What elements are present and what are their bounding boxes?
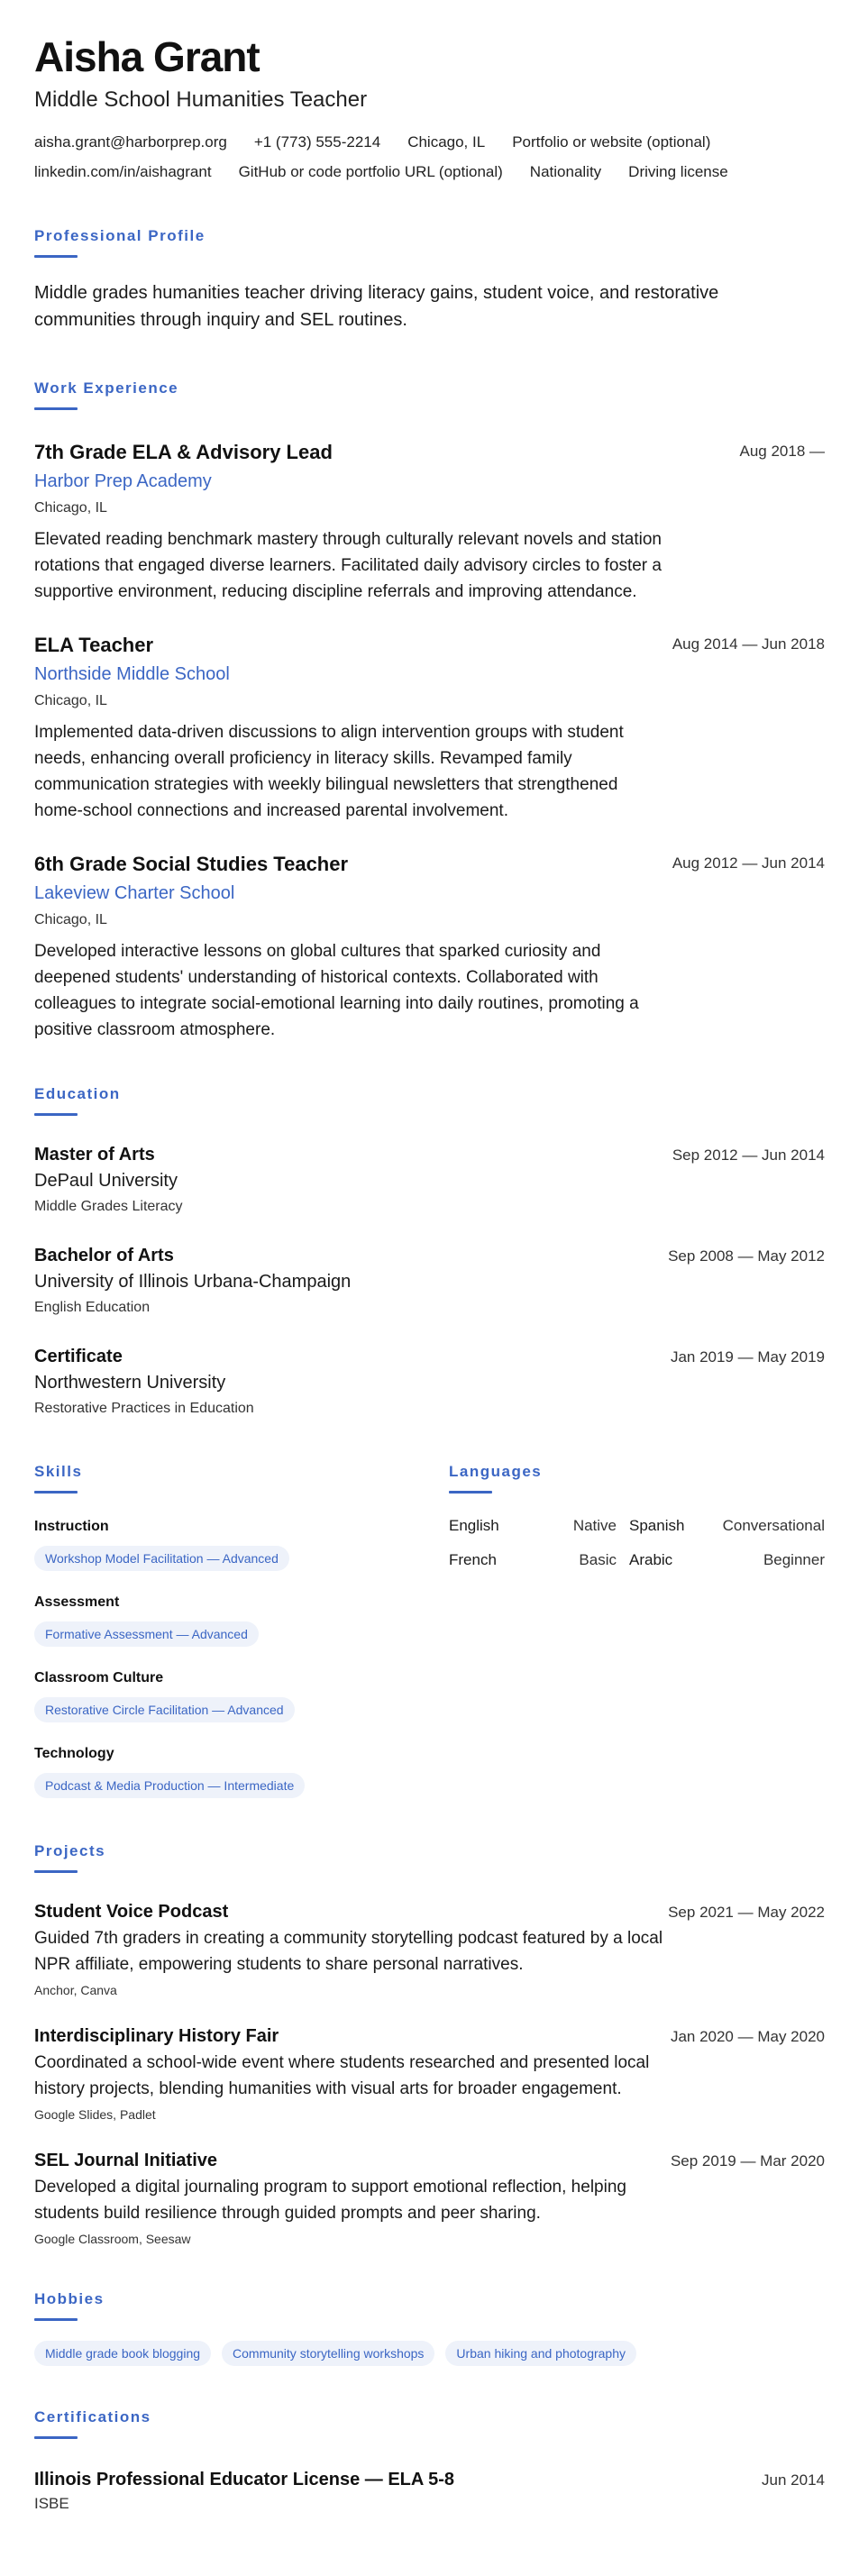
project-description: Coordinated a school-wide event where students researched and presented local history projects, blending humanities with visual arts for broader engagement.	[34, 2053, 650, 2098]
project-title: Student Voice Podcast	[34, 1902, 229, 1922]
contact-phone[interactable]: +1 (773) 555-2214	[253, 133, 381, 151]
job-description: Developed interactive lessons on global cultures that sparked curiosity and deepened students' understanding of historical contexts. Collaborated with colleagues to integrate social-emotional learning into daily routines, promoting a positive classroom atmosphere.	[34, 942, 639, 1039]
job-dates: Aug 2018 —	[739, 443, 825, 460]
education-field: Middle Grades Literacy	[34, 1199, 183, 1214]
job-company: Harbor Prep Academy	[34, 471, 212, 491]
skill-category: Classroom Culture	[34, 1670, 164, 1685]
language-level: Conversational	[722, 1517, 825, 1534]
education-dates: Sep 2012 — Jun 2014	[672, 1146, 825, 1164]
education-school: DePaul University	[34, 1171, 178, 1191]
skill-chip: Podcast & Media Production — Intermediate	[34, 1773, 305, 1798]
project-entry	[34, 2024, 825, 2124]
contact-portfolio[interactable]: Portfolio or website (optional)	[512, 133, 711, 151]
languages-grid	[449, 1515, 825, 1571]
job-entry	[34, 632, 825, 824]
language-item	[449, 1515, 629, 1537]
candidate-role: Middle School Humanities Teacher	[34, 87, 368, 112]
education-entry	[34, 1143, 825, 1217]
skills-section	[34, 1462, 449, 1798]
job-company: Lakeview Charter School	[34, 883, 235, 903]
certification-date: Jun 2014	[762, 2471, 825, 2489]
education-degree: Bachelor of Arts	[34, 1246, 174, 1265]
skill-chip: Workshop Model Facilitation — Advanced	[34, 1546, 289, 1571]
hobby-chip: Urban hiking and photography	[445, 2341, 636, 2366]
language-item	[449, 1549, 629, 1571]
job-description: Elevated reading benchmark mastery through culturally relevant novels and station rotations that engaged diverse learners. Facilitated daily advisory circles to foster a supportive environment, reducing discipline referrals and improving attendance.	[34, 530, 662, 601]
language-level: Basic	[579, 1551, 617, 1568]
certifications-section	[34, 2407, 825, 2515]
contact-github[interactable]: GitHub or code portfolio URL (optional)	[238, 163, 503, 180]
language-name: Spanish	[629, 1517, 685, 1534]
contact-driving-license: Driving license	[628, 163, 728, 180]
language-name: Arabic	[629, 1551, 673, 1568]
project-description: Guided 7th graders in creating a community storytelling podcast featured by a local NPR affiliate, empowering students to share personal narratives.	[34, 1929, 663, 1974]
project-tools: Google Classroom, Seesaw	[34, 2232, 191, 2246]
education-section	[34, 1084, 825, 1419]
section-title-profile: Professional Profile	[34, 227, 206, 244]
section-title-languages: Languages	[449, 1463, 543, 1480]
section-title-experience: Work Experience	[34, 379, 179, 397]
resume-header	[34, 32, 825, 183]
certification-title: Illinois Professional Educator License — ELA 5-8	[34, 2470, 455, 2489]
section-divider	[34, 2436, 78, 2439]
language-name: English	[449, 1517, 499, 1534]
education-school: University of Illinois Urbana-Champaign	[34, 1272, 352, 1292]
section-divider	[34, 1491, 78, 1494]
job-description: Implemented data-driven discussions to align intervention groups with student needs, enhancing overall proficiency in literacy skills. Revamped family communication strategies with weekly bilingual newsletters that strengthened home-school connections and increased parental involvement.	[34, 723, 624, 820]
section-title-certifications: Certifications	[34, 2408, 151, 2425]
section-divider	[34, 255, 78, 258]
skill-chip: Formative Assessment — Advanced	[34, 1621, 259, 1647]
section-title-hobbies: Hobbies	[34, 2290, 105, 2307]
education-school: Northwestern University	[34, 1373, 226, 1393]
job-location: Chicago, IL	[34, 912, 107, 927]
hobby-chip: Community storytelling workshops	[222, 2341, 434, 2366]
education-degree: Certificate	[34, 1347, 123, 1366]
education-dates: Sep 2008 — May 2012	[668, 1247, 825, 1265]
contact-row-1	[34, 132, 825, 153]
job-title: ELA Teacher	[34, 634, 154, 656]
skill-category: Assessment	[34, 1594, 120, 1610]
language-item	[629, 1549, 825, 1571]
languages-section	[449, 1462, 825, 1798]
skill-chip: Restorative Circle Facilitation — Advanced	[34, 1697, 295, 1722]
education-entry	[34, 1244, 825, 1318]
section-divider	[34, 1113, 78, 1116]
job-title: 6th Grade Social Studies Teacher	[34, 853, 349, 875]
project-description: Developed a digital journaling program to support emotional reflection, helping students build resilience through guided prompts and peer sharing.	[34, 2178, 626, 2223]
hobbies-section	[34, 2289, 825, 2366]
hobbies-list	[34, 2341, 825, 2366]
section-divider	[449, 1491, 492, 1494]
language-item	[629, 1515, 825, 1537]
contact-nationality: Nationality	[529, 163, 602, 180]
job-location: Chicago, IL	[34, 500, 107, 516]
contact-location: Chicago, IL	[407, 133, 486, 151]
project-tools: Google Slides, Padlet	[34, 2107, 156, 2122]
language-name: French	[449, 1551, 497, 1568]
hobby-chip: Middle grade book blogging	[34, 2341, 211, 2366]
project-dates: Sep 2021 — May 2022	[668, 1904, 825, 1921]
job-location: Chicago, IL	[34, 693, 107, 708]
job-dates: Aug 2014 — Jun 2018	[672, 635, 825, 653]
section-divider	[34, 2318, 78, 2321]
section-title-skills: Skills	[34, 1463, 83, 1480]
project-title: SEL Journal Initiative	[34, 2151, 218, 2170]
section-title-projects: Projects	[34, 1842, 106, 1859]
job-title: 7th Grade ELA & Advisory Lead	[34, 441, 333, 463]
project-title: Interdisciplinary History Fair	[34, 2026, 279, 2046]
experience-section	[34, 379, 825, 1043]
certification-issuer: ISBE	[34, 2495, 69, 2512]
project-dates: Jan 2020 — May 2020	[670, 2028, 825, 2045]
skill-category: Technology	[34, 1746, 114, 1761]
education-field: English Education	[34, 1300, 151, 1315]
education-dates: Jan 2019 — May 2019	[670, 1348, 825, 1366]
project-entry	[34, 1900, 825, 1999]
section-divider	[34, 1870, 78, 1873]
skill-category: Instruction	[34, 1519, 109, 1534]
contact-linkedin[interactable]: linkedin.com/in/aishagrant	[34, 163, 212, 180]
section-divider	[34, 407, 78, 410]
job-dates: Aug 2012 — Jun 2014	[672, 854, 825, 872]
contact-email[interactable]: aisha.grant@harborprep.org	[34, 133, 227, 151]
language-level: Beginner	[763, 1551, 825, 1568]
project-entry	[34, 2149, 825, 2248]
education-entry	[34, 1345, 825, 1419]
language-level: Native	[572, 1517, 617, 1534]
skills-languages-row	[34, 1462, 825, 1798]
job-entry	[34, 851, 825, 1043]
profile-summary: Middle grades humanities teacher driving literacy gains, student voice, and restorative communities through inquiry and SEL routines.	[34, 283, 719, 330]
candidate-name: Aisha Grant	[34, 33, 260, 80]
job-company: Northside Middle School	[34, 664, 230, 684]
project-tools: Anchor, Canva	[34, 1983, 117, 1997]
job-entry	[34, 439, 825, 605]
education-degree: Master of Arts	[34, 1145, 155, 1165]
profile-section	[34, 226, 825, 333]
projects-section	[34, 1841, 825, 2248]
certification-entry	[34, 2468, 825, 2515]
section-title-education: Education	[34, 1085, 121, 1102]
project-dates: Sep 2019 — Mar 2020	[670, 2152, 825, 2170]
contact-row-2	[34, 161, 825, 183]
education-field: Restorative Practices in Education	[34, 1401, 254, 1416]
